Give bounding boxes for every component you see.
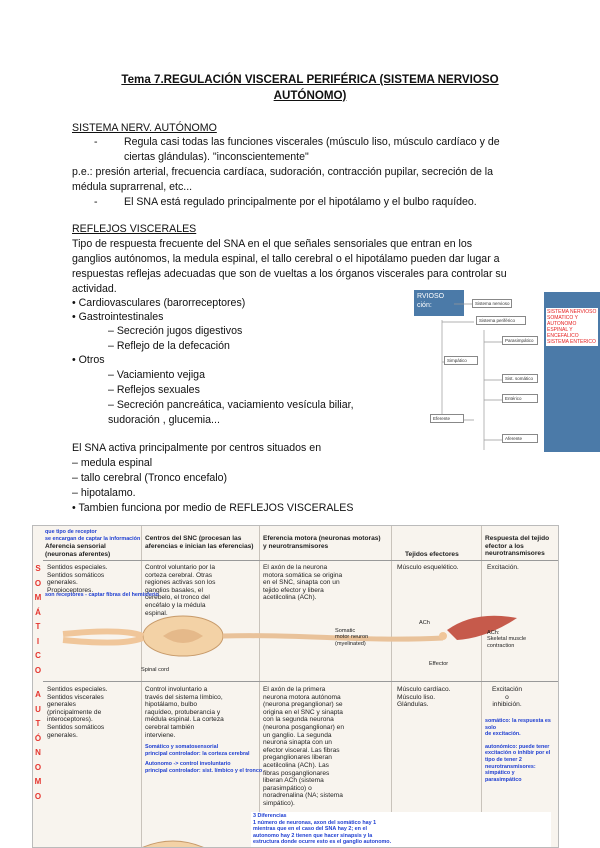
sidebar-letter: M (34, 777, 42, 786)
autonomic-response (487, 686, 527, 709)
note-line: 1 número de neuronas, axon del somático hay 1 (253, 819, 377, 826)
pe-line-1: p.e.: presión arterial, frecuencia cardíaca, sudoración, contracción pupilar, secreción de la (72, 166, 494, 178)
header-afferent: Aferencia sensorial (neuronas aferentes) (45, 543, 111, 558)
autonomic-afferent (47, 686, 107, 739)
cell-line: acetilcolina (ACh). Las (263, 761, 329, 769)
bullet-dash: - (94, 136, 98, 148)
header-cns: Centros del SNC (procesan las aferencias e inician las eferencias) (145, 535, 254, 550)
note-line: se encargan de captar la información (45, 535, 141, 542)
cell-line: tejido efector y libera (263, 586, 324, 594)
diagram-box: Entérico (502, 394, 538, 403)
sidebar-letter: Á (35, 607, 41, 617)
sidebar-letter: Ó (34, 733, 42, 743)
document-title (60, 72, 560, 104)
autonomic-illustration (73, 822, 273, 848)
cell-line: raquídeo, protuberancia y (145, 708, 221, 716)
cell-line: efector visceral. Las fibras (263, 746, 340, 754)
fig-label: Skeletal muscle (487, 636, 527, 643)
diagram-box: Eferente (430, 414, 464, 423)
bullet-text-1b: ciertas glándulas). "inconscientemente" (124, 151, 309, 163)
center-item: • Tambien funciona por medio de REFLEJOS VISCERALES (72, 502, 354, 514)
cell-line: generales. (47, 731, 78, 739)
autonomic-cns (145, 686, 224, 739)
sidebar-letter: O (34, 791, 42, 801)
cell-line: El axón de la neurona (263, 564, 328, 571)
somatic-blue-note: son receptores - captar fibras del hemisferio (45, 592, 159, 598)
bullet-text-2: El SNA está regulado principalmente por el hipotálamo y el bulbo raquídeo. (124, 196, 477, 208)
ach-label: ACh (419, 620, 430, 626)
somatic-sidebar (33, 562, 43, 678)
cell-line: fibras posganglionares (263, 769, 330, 777)
cell-line: ganglios basales, el (145, 586, 203, 594)
fig-label: motor neuron (335, 634, 369, 641)
spinal-cord-label: Spinal cord (141, 667, 169, 673)
cell-line: Sentidos somáticos (47, 723, 105, 731)
sidebar-letter: S (35, 564, 41, 573)
fig-label: Somatic (335, 628, 356, 634)
somatic-response: Excitación. (487, 564, 519, 571)
note-line: Somático y somatosensorial (145, 744, 219, 750)
centers-intro: El SNA activa principalmente por centros situados en (72, 442, 322, 454)
note-line: principal controlador: la corteza cerebral (145, 750, 250, 757)
list-subitem: – Reflejo de la defecación (108, 340, 230, 352)
cell-line: Control involuntario a (145, 686, 208, 693)
cell-line: o (505, 693, 509, 701)
note-line: 3 Diferencias (253, 813, 287, 819)
effector-label: Effector (429, 661, 449, 667)
section-heading-sna: SISTEMA NERV. AUTÓNOMO (72, 122, 217, 134)
note-line: neurotransmisores: simpático y (485, 763, 536, 777)
intro-line-3: respuestas reflejas adecuadas que son de vueltas a los órganos viscerales para controlar su (72, 268, 507, 280)
sidebar-letter: U (35, 704, 41, 714)
red-label-line: AUTONOMO (547, 321, 577, 327)
note-line: excitación o inhibir por el (485, 750, 551, 757)
spinal-cord-illustration (43, 598, 559, 678)
cell-line: inhibición. (492, 701, 522, 709)
cell-line: (neurona preganglionar) se (263, 701, 343, 709)
red-label-line: SISTEMA NERVIOSO (547, 309, 597, 315)
cell-line: generales. (47, 579, 78, 587)
fig-label: (myelinated) (335, 640, 366, 647)
list-subitem: – Reflejos sexuales (108, 384, 200, 396)
cell-line: noradrenalina (NA; sistema (263, 792, 343, 800)
header-efferent: Eferencia motora (neuronas motoras) y neurotransmisores (263, 535, 381, 550)
cell-line: en el SNC, sinapta con un (263, 579, 340, 587)
row-divider (43, 560, 558, 561)
cell-line: través del sistema límbico, (145, 693, 223, 701)
list-item: • Gastrointestinales (72, 311, 164, 323)
cell-line: origina en el SNC y sinapta (263, 708, 343, 716)
fig-label: ACh: (487, 630, 500, 636)
intro-line-4: actividad. (72, 283, 117, 295)
note-line: parasimpático (485, 776, 522, 783)
cell-line: con la segunda neurona (263, 716, 334, 724)
note-line: tipo de tener 2 (485, 756, 522, 763)
autonomic-tissue (397, 686, 451, 709)
sidebar-letter: T (35, 622, 41, 631)
cell-line: cerebral también (145, 723, 195, 731)
cell-line: Músculo liso. (397, 693, 436, 701)
cell-line: Glándulas. (397, 701, 429, 709)
diagram-box: Sistema nervioso (472, 299, 512, 308)
bullet-text-1a: Regula casi todas las funciones viscerales (músculo liso, músculo cardíaco y de (124, 136, 500, 148)
red-label-line: ESPINAL Y ENCEFALICO (547, 327, 579, 339)
cell-line: parasimpático) o (263, 784, 312, 792)
cell-line: corteza cerebral. Otras (145, 571, 213, 579)
list-subitem: – Secreción jugos digestivos (108, 325, 243, 337)
somatic-afferent (47, 564, 107, 594)
cell-line: neurona sinapta con un (263, 739, 332, 747)
center-item: – tallo cerebral (Tronco encefalo) (72, 472, 228, 484)
cell-line: Sentidos especiales. (47, 564, 108, 571)
cell-line: cerebelo, el tronco del (145, 594, 210, 602)
intro-line-1: Tipo de respuesta frecuente del SNA en el que señales sensoriales que entran en los (72, 238, 473, 250)
cell-line: preganglionares liberan (263, 754, 332, 762)
column-divider (391, 526, 392, 847)
note-line: autonómico: puede tener (485, 743, 550, 750)
header-response: Respuesta del tejido efector a los neurotransmisores (485, 535, 550, 558)
sidebar-letter: O (34, 578, 42, 588)
list-item: • Otros (72, 354, 105, 366)
center-item: – hipotalamo. (72, 487, 136, 499)
cell-line: Control voluntario por la (145, 564, 216, 571)
column-divider (481, 526, 482, 847)
cell-line: simpático). (263, 799, 295, 807)
note-line: mientras que en el caso del SNA hay 2; en el (253, 826, 367, 833)
diagram-box: Sist. somático (502, 374, 538, 383)
cell-line: espinal. (145, 609, 168, 617)
cell-line: El axón de la primera (263, 686, 326, 693)
cell-line: Propioceptores. (47, 586, 94, 594)
cell-line: Sentidos viscerales (47, 693, 104, 701)
sidebar-letter: I (36, 636, 40, 646)
column-divider (259, 526, 260, 847)
note-line: que tipo de receptor (45, 529, 97, 535)
cell-line: Excitación (491, 686, 523, 693)
fig-label: contraction (487, 642, 515, 649)
cell-line: médula espinal. La corteza (145, 716, 224, 724)
diagram-box: Aferente (502, 434, 538, 443)
section-heading-reflejos: REFLEJOS VISCERALES (72, 223, 197, 235)
sidebar-letter: T (35, 719, 41, 728)
intro-line-2: ganglios autónomos, la medula espinal, el tallo cerebral o el hipotálamo pueden dar lugar a (72, 253, 500, 265)
diagram-header-line: ción: (417, 302, 432, 309)
cell-line: (principalmente de (47, 708, 102, 716)
diagram-box: Parasimpático (502, 336, 538, 345)
note-line: autonomo hay 2 tienen que hacer sinapsis y la (253, 832, 373, 839)
cell-line: interviene. (145, 731, 176, 739)
diagram-red-label (546, 308, 598, 346)
title-line-2: AUTÓNOMO) (273, 89, 347, 102)
autonomic-cns-note (145, 744, 262, 774)
cell-line: regiones activas son los (145, 579, 216, 587)
sidebar-letter: M (34, 593, 42, 602)
autonomic-response-note (485, 718, 559, 783)
cell-line: motora somática se origina (263, 571, 343, 579)
bullet-dash: - (94, 196, 98, 208)
diagram-box: Sistema periférico (476, 316, 526, 325)
diagram-box: Simpático (444, 356, 478, 365)
header-effector: Tejidos efectores (405, 551, 459, 558)
nervous-system-diagram (414, 290, 600, 460)
somatic-efferent (263, 564, 342, 602)
center-item: – medula espinal (72, 457, 153, 469)
somatic-autonomic-table (32, 525, 559, 848)
somatic-response-figure (487, 630, 526, 649)
note-line: estructura donde ocurre esto es el ganglio autonomo. (253, 839, 392, 846)
red-label-line: SOMATICO Y (547, 315, 578, 321)
somatic-tissue: Músculo esquelético. (397, 564, 459, 571)
top-note (45, 529, 140, 542)
list-subitem: sudoración , glucemia... (108, 414, 220, 426)
red-label-line: SISTEMA ENTERICO (547, 339, 596, 345)
cell-line: interoceptores). (47, 716, 93, 724)
note-line: de excitación. (485, 731, 521, 738)
sidebar-letter: O (34, 762, 42, 772)
autonomic-efferent (263, 686, 344, 808)
column-divider (141, 526, 142, 847)
sidebar-letter: O (34, 665, 42, 675)
title-line-1: Tema 7.REGULACIÓN VISCERAL PERIFÉRICA (SISTEMA NERVIOSO (121, 73, 499, 86)
cell-line: Músculo cardíaco. (397, 686, 451, 693)
diagram-header-line: RVIOSO (417, 293, 445, 300)
cell-line: (neurona posganglionar) en (263, 723, 345, 731)
note-line: Autonomo -> control involuntario (145, 761, 231, 768)
sidebar-letter: A (35, 690, 41, 699)
cell-line: Sentidos especiales. (47, 686, 108, 693)
list-subitem: – Secreción pancreática, vaciamiento vesícula biliar, (108, 399, 354, 411)
list-subitem: – Vaciamiento vejiga (108, 369, 205, 381)
note-line: principal controlador: sist. límbico y el tronco (145, 767, 263, 774)
somatic-figure-label (335, 628, 368, 647)
cell-line: encéfalo y la médula (145, 601, 206, 609)
cell-line: un ganglio. La segunda (263, 731, 332, 739)
pe-line-2: médula suprarrenal, etc... (72, 181, 193, 193)
note-line: somático: la respuesta es solo (485, 718, 551, 731)
cell-line: neurona motora autónoma (263, 693, 341, 701)
sidebar-letter: C (35, 651, 41, 660)
cell-line: hipotálamo, bulbo (145, 701, 198, 709)
cell-line: Sentidos somáticos (47, 571, 105, 579)
list-item: • Cardiovasculares (barorreceptores) (72, 297, 246, 309)
differences-note (251, 812, 551, 847)
row-divider (43, 681, 558, 682)
sidebar-letter: N (35, 748, 41, 757)
autonomic-sidebar (33, 688, 43, 804)
cell-line: liberan ACh (sistema (263, 777, 324, 785)
cell-line: generales (47, 701, 76, 709)
cell-line: acetilcolina (ACh). (263, 594, 317, 602)
